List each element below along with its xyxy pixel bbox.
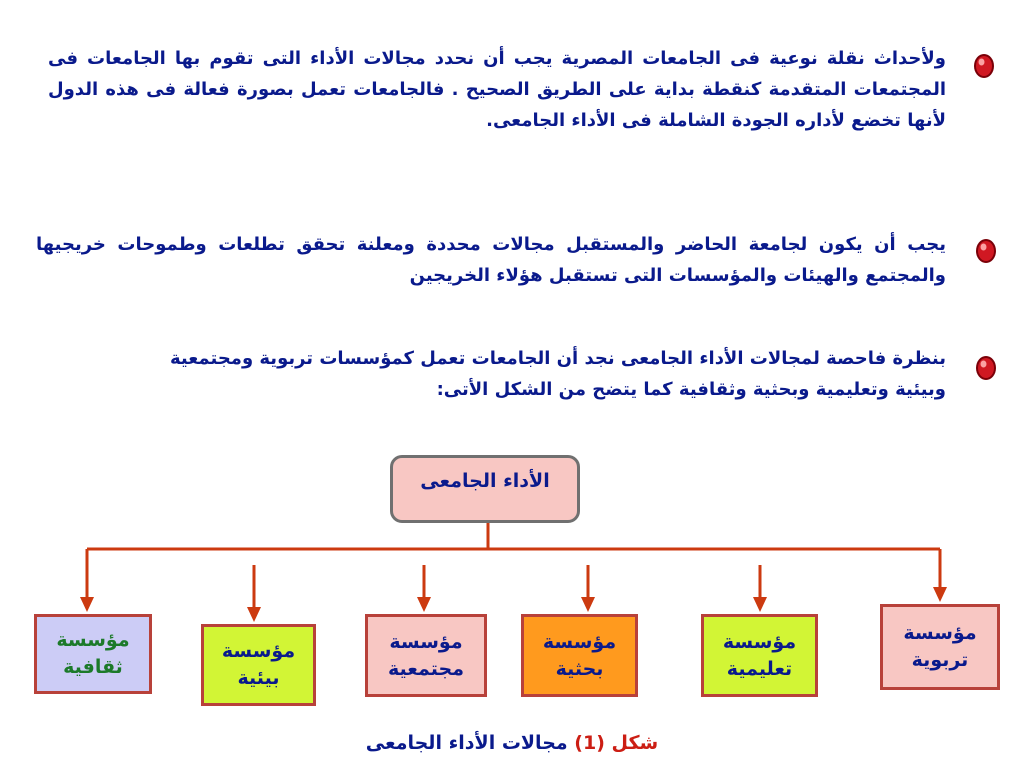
- red-bullet-icon: [973, 53, 995, 79]
- bullet-text-3: بنظرة فاحصة لمجالات الأداء الجامعى نجد أن الجامعات تعمل كمؤسسات تربوية ومجتمعية وبيئية وتعليمية وبحثية وثقافية كما يتضح من الشكل الأتى:: [169, 348, 946, 400]
- red-bullet-icon: [975, 355, 997, 381]
- arrowhead-icon: [581, 597, 595, 612]
- node-community-institution: [365, 614, 487, 697]
- node-label: مؤسسة ثقافية: [56, 629, 130, 678]
- root-node-university-performance: الأداء الجامعى: [390, 455, 580, 523]
- arrowhead-icon: [247, 607, 261, 622]
- node-educational-institution: [880, 604, 1000, 690]
- node-label: مؤسسة بيئية: [221, 640, 296, 689]
- node-label: مؤسسة تربوية: [903, 622, 977, 671]
- node-label: مؤسسة بحثية: [542, 630, 617, 680]
- red-bullet-icon: [975, 238, 997, 264]
- caption-figure-word: شكل: [611, 732, 659, 754]
- node-label: مؤسسة مجتمعية: [388, 630, 464, 680]
- bullet-text-2: يجب أن يكون لجامعة الحاضر والمستقبل مجالات محددة ومعلنة تحقق تطلعات وطموحات خريجيها والمجتمع والهيئات والمؤسسات التى تستقبل هؤلاء الخريجين: [36, 234, 946, 286]
- bullet-text-1: ولأحداث نقلة نوعية فى الجامعات المصرية يجب أن نحدد مجالات الأداء التى تقوم بها الجامعات فى المجتمعات المتقدمة كنقطة بداية على الطريق الصحيح . فالجامعات تعمل بصورة فعالة فى هذه الدول لأنها تخضع لأداره الجودة الشاملة فى الأداء الجامعى.: [48, 48, 946, 131]
- arrowhead-icon: [933, 587, 947, 602]
- figure-caption: [300, 729, 724, 757]
- arrowhead-icon: [753, 597, 767, 612]
- node-environmental-institution: [201, 624, 316, 706]
- node-teaching-institution: [701, 614, 818, 697]
- arrowhead-icon: [80, 597, 94, 612]
- node-label: مؤسسة تعليمية: [722, 630, 797, 680]
- caption-title: مجالات الأداء الجامعى: [365, 732, 568, 754]
- node-cultural-institution: [34, 614, 152, 694]
- caption-figure-number: (1): [574, 732, 605, 754]
- arrowhead-icon: [417, 597, 431, 612]
- node-research-institution: [521, 614, 638, 697]
